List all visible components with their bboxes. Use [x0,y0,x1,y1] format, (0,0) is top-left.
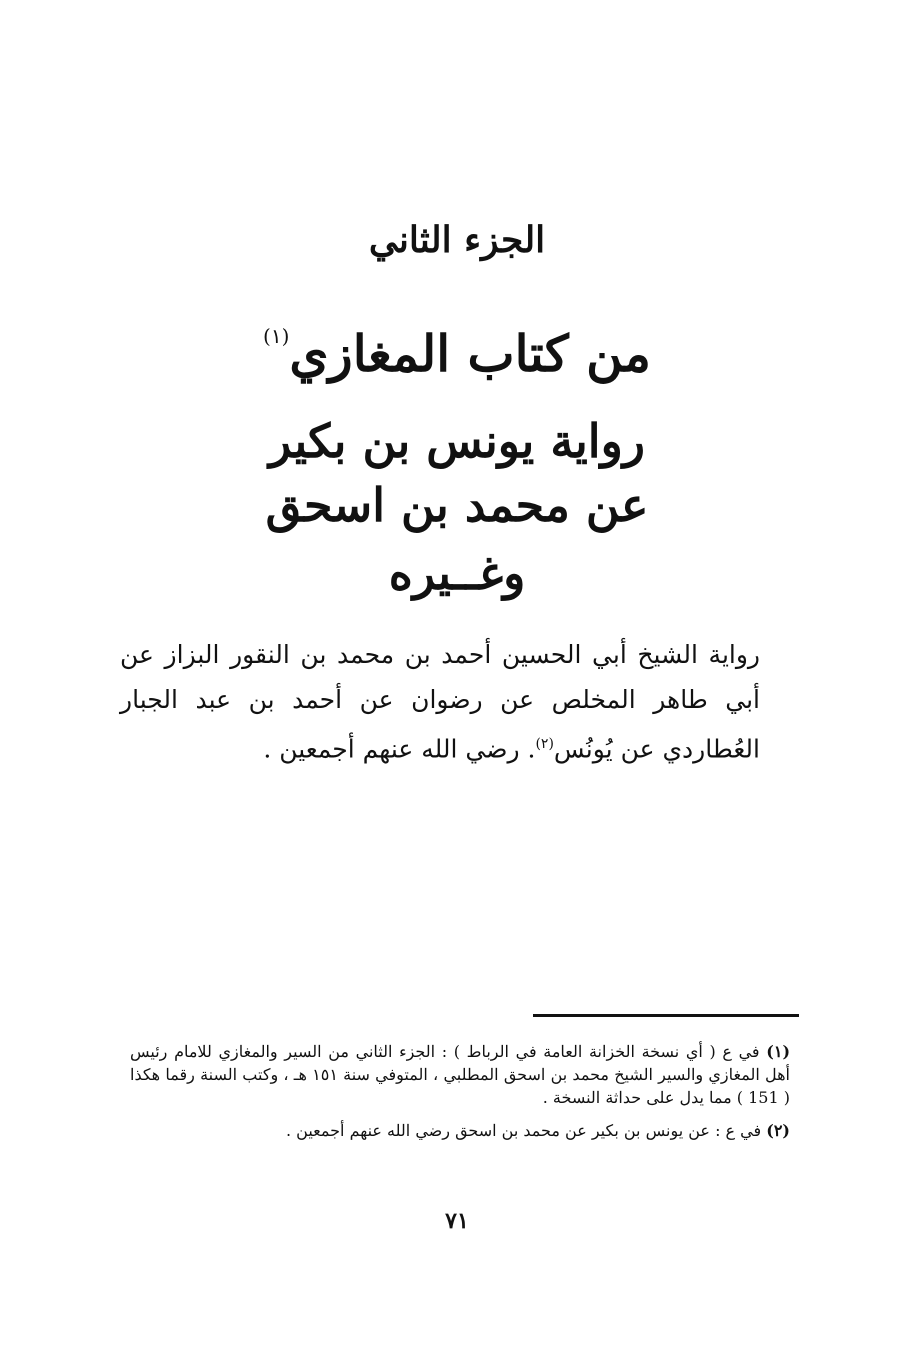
page-number: ٧١ [445,1208,469,1234]
footnote-marker: (١) [766,1042,791,1061]
chain-text-end: . رضي الله عنهم أجمعين . [263,734,536,764]
footnote-marker: (٢) [766,1121,790,1140]
footnotes [130,1040,790,1152]
book-title [0,324,914,383]
source-line: عن محمد بن اسحق [265,478,649,532]
others-line: وغــيره [388,546,526,600]
footnote-text: في ع : عن يونس بن بكير عن محمد بن اسحق رضي الله عنهم أجمعين . [286,1121,762,1140]
footnote-ref-1: (١) [263,324,290,348]
narration-chain-paragraph [120,632,760,771]
footnote-1 [130,1040,790,1109]
book-title-text: من كتاب المغازي [289,324,651,383]
narration-line: رواية يونس بن بكير [268,414,646,468]
footnote-separator [533,1014,799,1017]
footnote-2 [130,1119,790,1142]
footnote-ref-2: (٢) [535,736,554,752]
chain-text: رواية الشيخ أبي الحسين أحمد بن محمد بن النقور البزاز عن أبي طاهر المخلص عن رضوان عن أحمد بن عبد الجبار العُطاردي عن يُونُس [120,640,760,764]
part-title: الجزء الثاني [368,219,546,261]
footnote-text: في ع ( أي نسخة الخزانة العامة في الرباط ) : الجزء الثاني من السير والمغازي للامام رئيس أهل المغازي والسير الشيخ محمد بن اسحق المطلبي ، المتوفي سنة ١٥١ هـ ، وكتب السنة رقما هكذا ( 151 ) مما يدل على حداثة النسخة . [130,1042,790,1107]
